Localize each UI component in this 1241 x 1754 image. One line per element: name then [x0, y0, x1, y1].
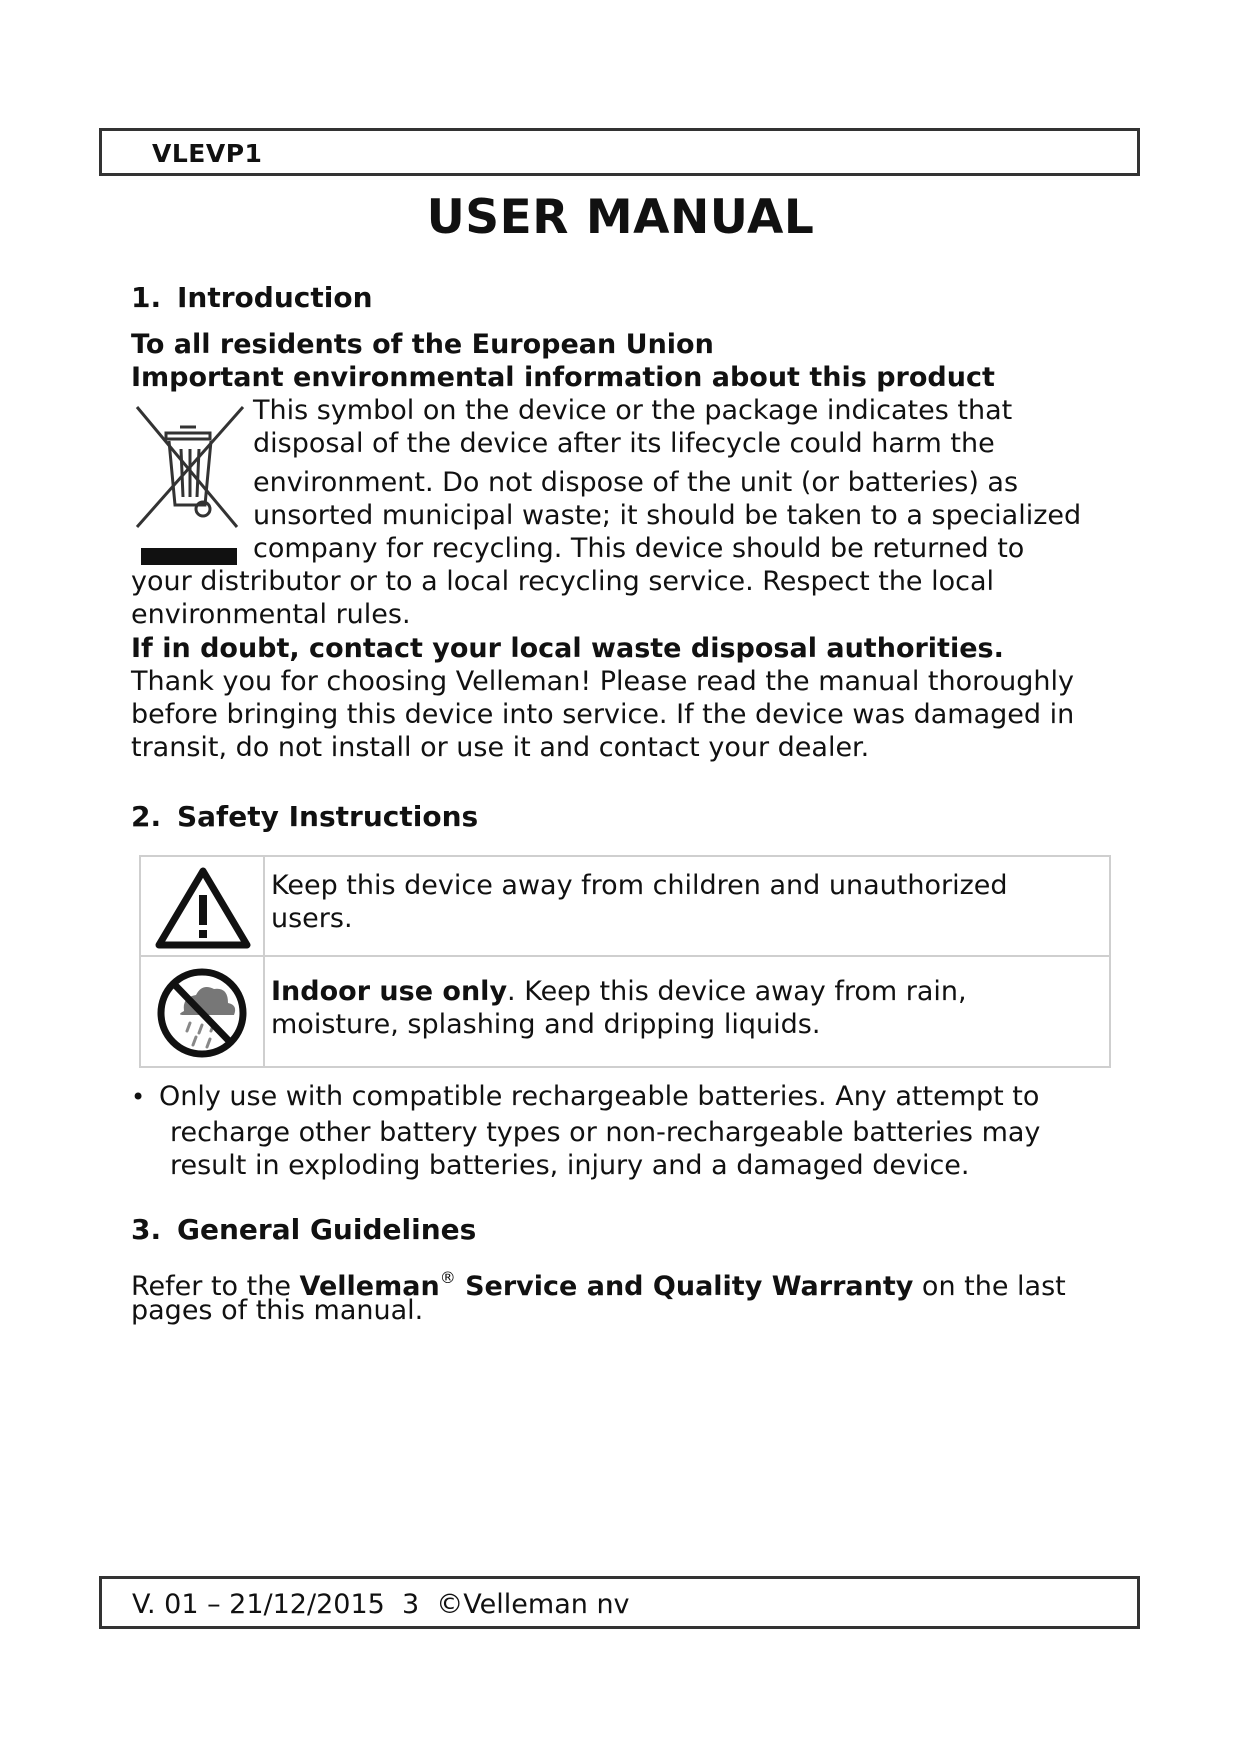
brand-name: Velleman: [299, 1271, 440, 1302]
battery-warning-line: recharge other battery types or non-rechargeable batteries may: [170, 1117, 1041, 1148]
safety-row-1-line: users.: [271, 903, 353, 934]
section-3-number: 3.: [131, 1213, 162, 1246]
footer-text: V. 01 – 21/12/2015 3 ©Velleman nv: [132, 1589, 630, 1620]
table-divider: [263, 857, 265, 1066]
weee-black-bar: [141, 548, 237, 565]
warranty-title: Service and Quality Warranty: [455, 1271, 914, 1302]
weee-text-line: company for recycling. This device should be returned to: [253, 533, 1025, 564]
weee-text-line: environment. Do not dispose of the unit (or batteries) as: [253, 467, 1019, 498]
guidelines-text: Refer to the: [131, 1271, 300, 1302]
safety-row-2-text: . Keep this device away from rain,: [507, 976, 967, 1007]
safety-table: [139, 855, 1111, 1068]
page-title: USER MANUAL: [426, 190, 815, 245]
section-1-number: 1.: [131, 281, 162, 314]
weee-text-line: disposal of the device after its lifecycle could harm the: [253, 428, 995, 459]
safety-row-2-line-2: moisture, splashing and dripping liquids.: [271, 1009, 821, 1040]
indoor-use-only: Indoor use only: [271, 976, 508, 1007]
page-footer: [99, 1576, 1140, 1629]
battery-warning-line: Only use with compatible rechargeable batteries. Any attempt to: [159, 1081, 1040, 1112]
section-2-heading: [131, 800, 478, 833]
environment-heading: Important environmental information about this product: [131, 362, 995, 393]
section-1-heading: [131, 281, 373, 314]
guidelines-text: on the last: [913, 1271, 1066, 1302]
guidelines-line-2: pages of this manual.: [131, 1295, 424, 1326]
warning-triangle-icon: [155, 865, 251, 949]
model-number: VLEVP1: [152, 139, 263, 168]
weee-text-line: environmental rules.: [131, 599, 411, 630]
weee-text-line: This symbol on the device or the package indicates that: [253, 395, 1013, 426]
thanks-text-line: Thank you for choosing Velleman! Please read the manual thoroughly: [131, 666, 1075, 697]
bullet-point: •: [131, 1083, 146, 1111]
section-3-title: General Guidelines: [177, 1213, 477, 1246]
page-header: [99, 128, 1140, 176]
eu-heading: To all residents of the European Union: [131, 329, 714, 360]
safety-row-2-line-1: [271, 975, 967, 1008]
doubt-notice: If in doubt, contact your local waste disposal authorities.: [131, 633, 1004, 664]
registered-mark: ®: [439, 1268, 456, 1287]
thanks-text-line: before bringing this device into service. If the device was damaged in: [131, 699, 1075, 730]
section-1-title: Introduction: [177, 281, 373, 314]
weee-text-line: your distributor or to a local recycling service. Respect the local: [131, 566, 995, 597]
section-3-heading: [131, 1213, 476, 1246]
no-rain-icon: [154, 963, 250, 1063]
weee-crossed-bin-icon: [133, 405, 248, 565]
thanks-text-line: transit, do not install or use it and contact your dealer.: [131, 732, 870, 763]
safety-row-1-line: Keep this device away from children and unauthorized: [271, 870, 1008, 901]
table-divider: [141, 955, 1109, 957]
weee-text-line: unsorted municipal waste; it should be taken to a specialized: [253, 500, 1082, 531]
section-2-title: Safety Instructions: [177, 800, 479, 833]
battery-warning-line: result in exploding batteries, injury and a damaged device.: [170, 1150, 970, 1181]
section-2-number: 2.: [131, 800, 162, 833]
